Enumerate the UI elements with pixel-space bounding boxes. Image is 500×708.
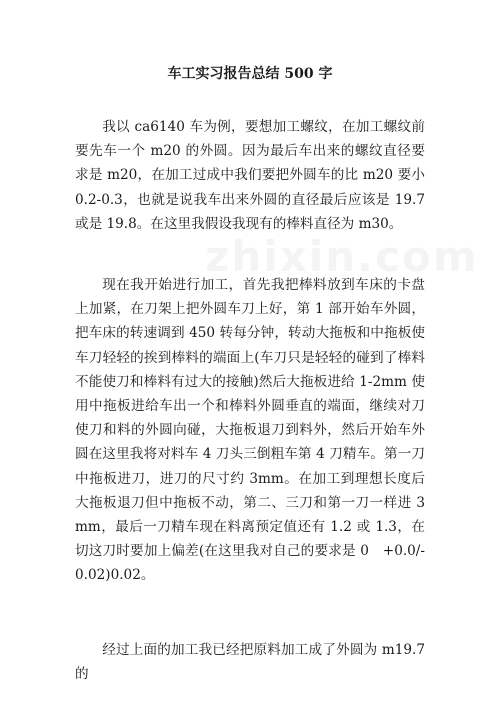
paragraph-1: 我以 ca6140 车为例，要想加工螺纹，在加工螺纹前要先车一个 m20 的外圆。因为最后车出来的螺纹直径要求是 m20，在加工过成中我们要把外圆车的比 m20 要小 0.2-0.3，也就是说我车出来外圆的直径最后应该是 19.7 或是 19.8。在这里我假设我现有的棒料直径为 m30。 [75,119,425,232]
document-title: 车工实习报告总结 500 字 [167,66,333,82]
paragraph-2: 现在我开始进行加工，首先我把棒料放到车床的卡盘上加紧，在刀架上把外圆车刀上好，第 1 部开始车外圆，把车床的转速调到 450 转每分钟，转动大拖板和中拖板使车刀轻轻的挨到棒料的端面上(车刀只是轻轻的碰到了棒料不能使刀和棒料有过大的接触)然后大拖板进给 1-2mm 使用中拖板进给车出一个和棒料外圆垂直的端面，继续对刀使刀和料的外圆向碰，大拖板退刀到料外，然后开始车外圆在这里我将对料车 4 刀头三倒粗车第 4 刀精车。第一刀中拖板进刀，进刀的尺寸约 3mm。在加工到理想长度后大拖板退刀但中拖板不动，第二、三刀和第一刀一样进 3mm，最后一刀精车现在料离预定值还有 1.2 或 1.3，在切这刀时要加上偏差(在这里我对自己的要求是 0 +0.0/-0.02)0.02。 [75,277,425,584]
paragraph-3: 经过上面的加工我已经把原料加工成了外圆为 m19.7 的 [75,642,425,683]
